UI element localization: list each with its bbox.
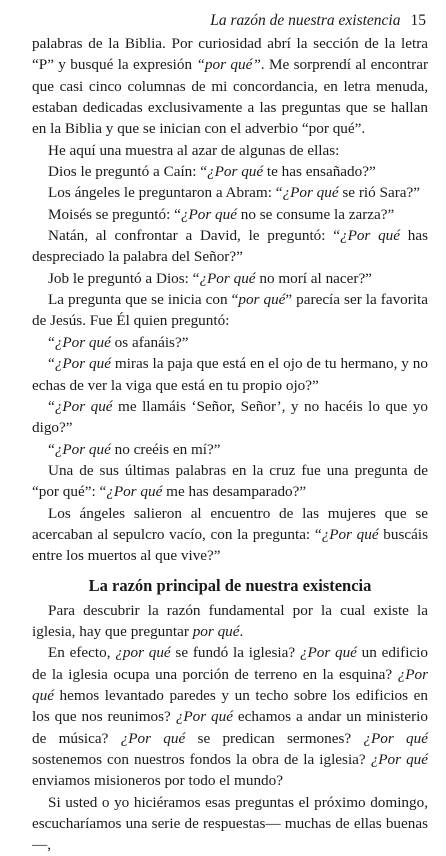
running-title: La razón de nuestra existencia bbox=[210, 12, 401, 29]
book-page bbox=[32, 0, 428, 856]
paragraph: Los ángeles le preguntaron a Abram: “¿Por qué se rió Sara?” bbox=[48, 184, 420, 202]
paragraph: Job le preguntó a Dios: “¿Por qué no morí al nacer?” bbox=[48, 269, 372, 287]
paragraph: Los ángeles salieron al encuentro de las mujeres que se acercaban al sepulcro vacío, con la pregunta: “¿Por qué buscáis entre los muertos al que vive?” bbox=[32, 504, 428, 565]
body-text bbox=[32, 33, 428, 856]
paragraph: “¿Por qué miras la paja que está en el ojo de tu hermano, y no echas de ver la viga que está en tu propio ojo?” bbox=[32, 355, 428, 394]
section-heading: La razón principal de nuestra existencia bbox=[88, 575, 372, 595]
paragraph: “¿Por qué me llamáis ‘Señor, Señor’, y no hacéis lo que yo digo?” bbox=[32, 397, 428, 437]
page-number: 15 bbox=[410, 12, 426, 29]
paragraphs-top bbox=[32, 33, 428, 567]
paragraph: He aquí una muestra al azar de algunas de ellas: bbox=[48, 141, 340, 159]
paragraph: palabras de la Biblia. Por curiosidad abrí la sección de la letra “P” y busqué la expresión “por qué”. Me sorprendí al encontrar que casi cinco columnas de mi concordancia, en letra menuda, estaban dedicadas exclusivamente a las preguntas que se hallan en la Biblia y que se inician con el adverbio “por qué”. bbox=[32, 35, 429, 138]
paragraphs-bottom bbox=[32, 600, 428, 856]
paragraph: Una de sus últimas palabras en la cruz fue una pregunta de “por qué”: “¿Por qué me has desamparado?” bbox=[32, 461, 428, 501]
paragraph: Natán, al confrontar a David, le preguntó: “¿Por qué has despreciado la palabra del Señor?” bbox=[32, 227, 428, 266]
paragraph: “¿Por qué no creéis en mí?” bbox=[48, 440, 221, 458]
paragraph: Moisés se preguntó: “¿Por qué no se consume la zarza?” bbox=[48, 205, 395, 223]
paragraph: Para descubrir la razón fundamental por la cual existe la iglesia, hay que preguntar por qué. bbox=[32, 601, 428, 640]
paragraph: La pregunta que se inicia con “por qué” parecía ser la favorita de Jesús. Fue Él quien preguntó: bbox=[32, 291, 429, 330]
paragraph: En efecto, ¿por qué se fundó la iglesia? ¿Por qué un edificio de la iglesia ocupa una porción de terreno en la esquina? ¿Por qué hemos levantado paredes y un techo sobre los edificios en los que nos reunimos? ¿Por qué echamos a andar un ministerio de música? ¿Por qué se predican sermones? ¿Por qué sostenemos con nuestros fondos la obra de la iglesia? ¿Por qué enviamos misioneros por todo el mundo? bbox=[32, 644, 429, 790]
running-header bbox=[32, 0, 428, 30]
paragraph: Si usted o yo hiciéramos esas preguntas el próximo domingo, escucharíamos una serie de respuestas— muchas de ellas buenas —, bbox=[32, 793, 428, 854]
paragraph: “¿Por qué os afanáis?” bbox=[48, 333, 189, 351]
paragraph: Dios le preguntó a Caín: “¿Por qué te has ensañado?” bbox=[48, 163, 376, 181]
